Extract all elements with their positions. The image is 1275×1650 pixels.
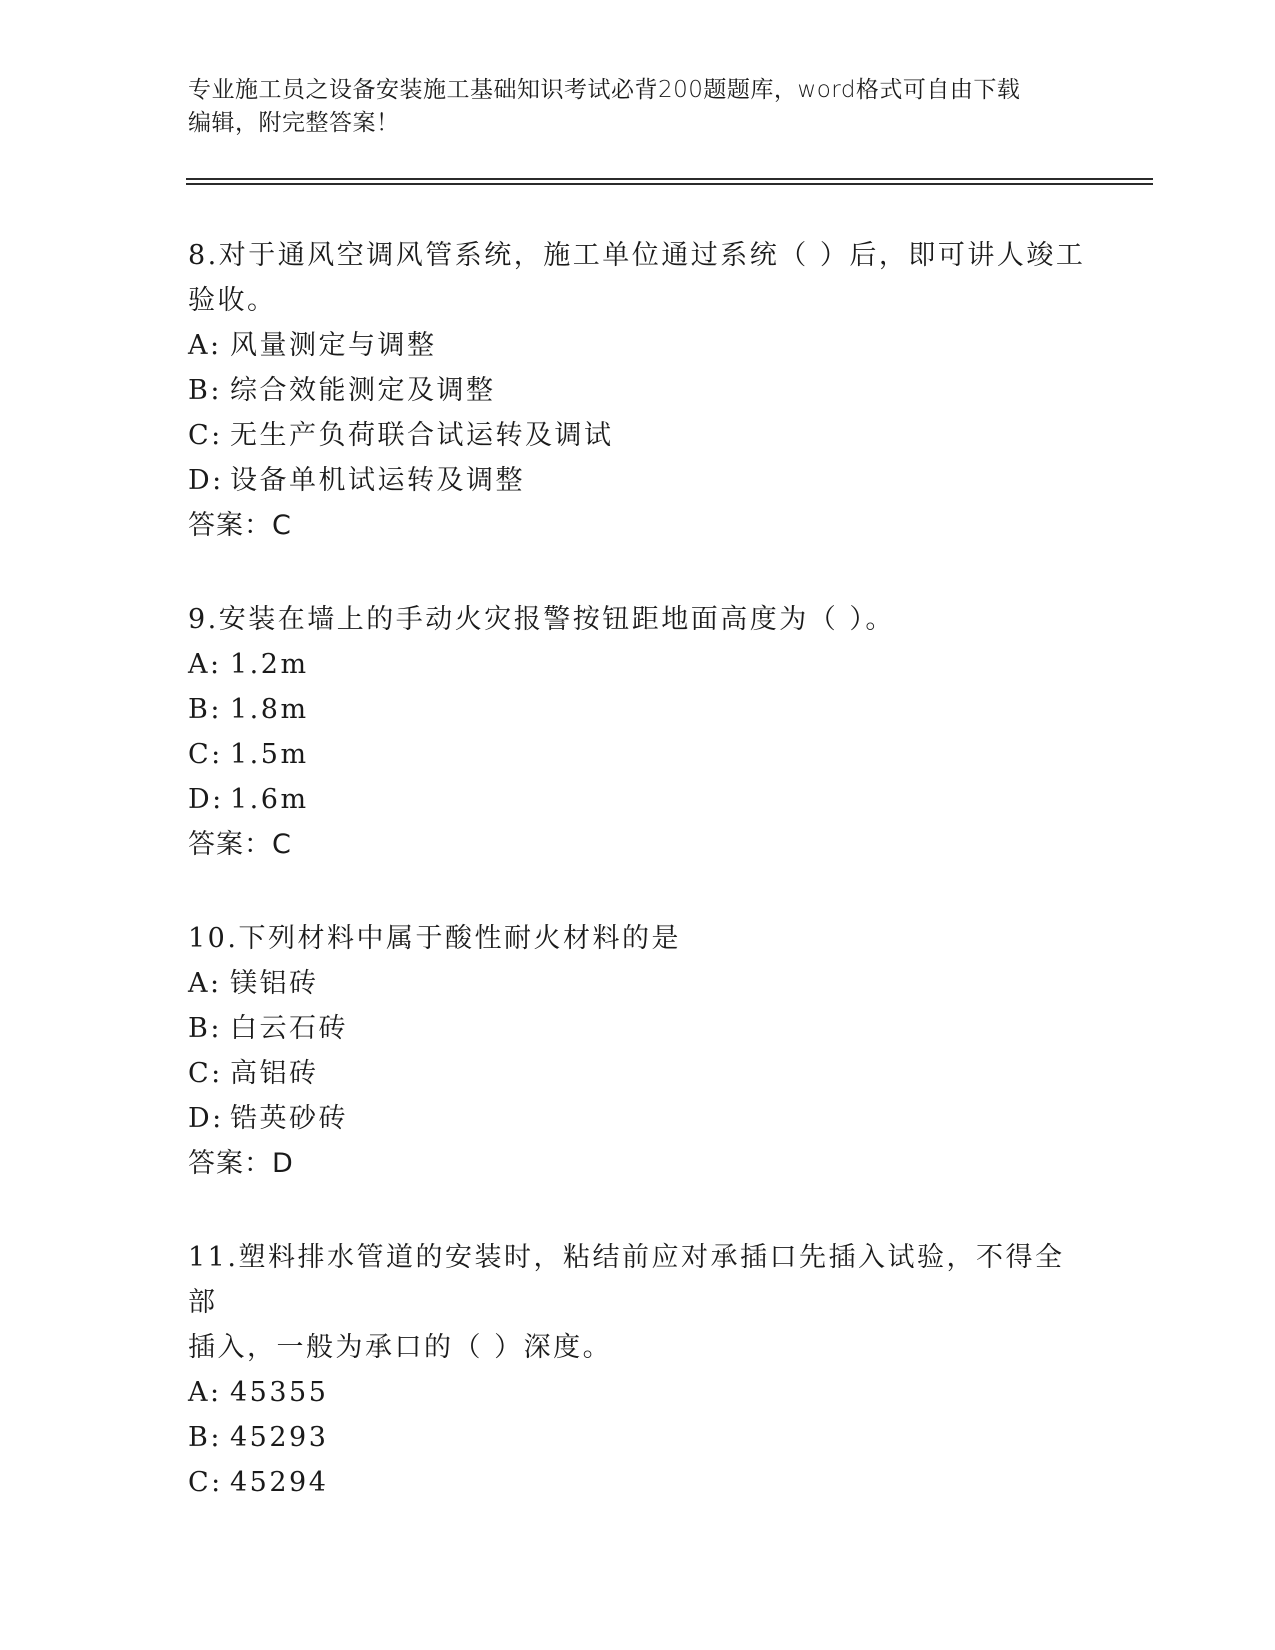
question-10 (188, 916, 1088, 1186)
option-letter: D: (188, 784, 224, 815)
option-c (188, 1460, 1088, 1505)
option-a (188, 642, 1088, 687)
question-stem: 8.对于通风空调风管系统，施工单位通过系统（ ）后，即可讲人竣工 (188, 240, 1086, 271)
option-b (188, 368, 1088, 413)
option-letter: A: (188, 649, 222, 680)
option-text: 高铝砖 (230, 1058, 319, 1089)
option-d (188, 1096, 1088, 1141)
option-text: 45294 (230, 1467, 329, 1498)
option-a (188, 961, 1088, 1006)
option-letter: A: (188, 330, 222, 361)
option-letter: C: (188, 739, 223, 770)
option-d (188, 777, 1088, 822)
question-11 (188, 1235, 1088, 1505)
option-text: 综合效能测定及调整 (230, 375, 496, 406)
option-letter: B: (188, 375, 222, 406)
question-stem-continued: 插入，一般为承口的（ ）深度。 (188, 1332, 613, 1363)
option-text: 无生产负荷联合试运转及调试 (230, 420, 614, 451)
header-divider-top (186, 178, 1153, 180)
option-a (188, 1370, 1088, 1415)
option-c (188, 413, 1088, 458)
option-letter: D: (188, 1103, 224, 1134)
option-text: 设备单机试运转及调整 (230, 465, 525, 496)
option-letter: B: (188, 1422, 222, 1453)
option-c (188, 1051, 1088, 1096)
answer: 答案：C (188, 829, 292, 860)
option-c (188, 732, 1088, 777)
option-text: 45293 (230, 1422, 329, 1453)
option-letter: C: (188, 420, 223, 451)
question-stem: 11.塑料排水管道的安装时，粘结前应对承插口先插入试验，不得全部 (188, 1242, 1065, 1318)
option-text: 白云石砖 (230, 1013, 348, 1044)
option-b (188, 1006, 1088, 1051)
option-text: 1.5m (230, 739, 309, 770)
option-text: 风量测定与调整 (230, 330, 437, 361)
question-stem-continued: 验收。 (188, 285, 277, 316)
option-d (188, 458, 1088, 503)
option-text: 45355 (230, 1377, 329, 1408)
header-line-1: 专业施工员之设备安装施工基础知识考试必背200题题库，word格式可自由下载 (188, 77, 1021, 103)
question-stem: 9.安装在墙上的手动火灾报警按钮距地面高度为（ ）。 (188, 604, 895, 635)
header-divider-bottom (186, 183, 1153, 185)
document-header (188, 74, 1088, 140)
option-text: 1.6m (230, 784, 309, 815)
option-letter: D: (188, 465, 224, 496)
option-letter: C: (188, 1467, 223, 1498)
option-text: 锆英砂砖 (230, 1103, 348, 1134)
option-letter: A: (188, 1377, 222, 1408)
option-letter: B: (188, 1013, 222, 1044)
question-stem: 10.下列材料中属于酸性耐火材料的是 (188, 923, 681, 954)
option-letter: B: (188, 694, 222, 725)
option-letter: A: (188, 968, 222, 999)
option-b (188, 1415, 1088, 1460)
question-9 (188, 597, 1088, 867)
question-8 (188, 233, 1088, 548)
answer: 答案：D (188, 1148, 294, 1179)
option-text: 镁铝砖 (230, 968, 319, 999)
answer: 答案：C (188, 510, 292, 541)
option-b (188, 687, 1088, 732)
option-letter: C: (188, 1058, 223, 1089)
option-text: 1.2m (230, 649, 309, 680)
option-text: 1.8m (230, 694, 309, 725)
option-a (188, 323, 1088, 368)
header-line-2: 编辑，附完整答案！ (188, 110, 400, 136)
